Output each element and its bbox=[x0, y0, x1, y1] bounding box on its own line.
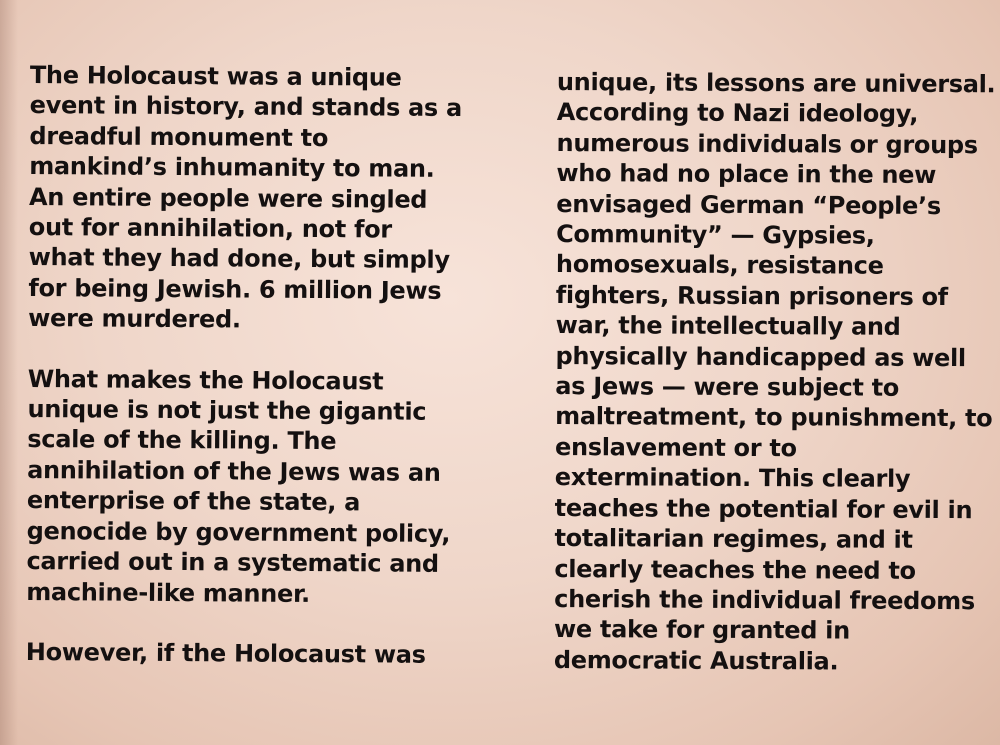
text-line: numerous individuals or groups bbox=[556, 128, 978, 160]
text-line: who had no place in the new bbox=[556, 159, 937, 190]
paragraph-holocaust-unique-event bbox=[28, 60, 462, 337]
text-line: as Jews — were subject to bbox=[555, 372, 900, 402]
text-line: what they had done, but simply bbox=[28, 243, 450, 275]
text-line: maltreatment, to punishment, to bbox=[555, 402, 993, 433]
paragraph-gap bbox=[26, 607, 458, 640]
text-line: cherish the individual freedoms bbox=[554, 584, 975, 616]
text-line: event in history, and stands as a bbox=[29, 91, 463, 123]
panel-edge-shadow bbox=[0, 0, 18, 745]
text-line: The Holocaust was a unique bbox=[29, 60, 402, 92]
text-line: extermination. This clearly bbox=[554, 463, 911, 494]
text-line: unique is not just the gigantic bbox=[27, 395, 427, 426]
text-line: were murdered. bbox=[28, 304, 241, 334]
text-line: envisaged German “People’s bbox=[556, 189, 941, 220]
text-line: totalitarian regimes, and it bbox=[554, 524, 913, 554]
text-line: democratic Australia. bbox=[553, 645, 839, 676]
text-line: unique, its lessons are universal. bbox=[556, 67, 996, 99]
text-line: enslavement or to bbox=[554, 432, 797, 463]
text-line: war, the intellectually and bbox=[555, 311, 901, 342]
text-line: we take for granted in bbox=[553, 615, 850, 645]
text-line: annihilation of the Jews was an bbox=[27, 455, 441, 487]
text-line: Community” — Gypsies, bbox=[556, 220, 875, 250]
text-line: for being Jewish. 6 million Jews bbox=[28, 273, 442, 305]
text-line: genocide by government policy, bbox=[26, 516, 451, 548]
text-line: clearly teaches the need to bbox=[554, 554, 916, 585]
text-line: What makes the Holocaust bbox=[27, 364, 384, 396]
text-line: scale of the killing. The bbox=[27, 425, 337, 456]
text-line: enterprise of the state, a bbox=[26, 486, 361, 517]
right-text-column bbox=[554, 67, 996, 677]
paragraph-what-makes-unique bbox=[26, 364, 460, 610]
text-line: carried out in a systematic and bbox=[26, 547, 439, 578]
text-line: physically handicapped as well bbox=[555, 341, 966, 372]
text-line: However, if the Holocaust was bbox=[25, 637, 426, 669]
left-text-column bbox=[26, 60, 462, 670]
text-line: An entire people were singled bbox=[28, 182, 428, 214]
text-line: dreadful monument to bbox=[29, 121, 329, 152]
text-line: machine-like manner. bbox=[26, 577, 311, 608]
text-line: out for annihilation, not for bbox=[28, 213, 393, 244]
text-line: homosexuals, resistance bbox=[555, 250, 884, 281]
paragraph-gap bbox=[28, 334, 460, 367]
text-line: mankind’s inhumanity to man. bbox=[29, 152, 435, 184]
text-line: fighters, Russian prisoners of bbox=[555, 280, 948, 311]
text-line: According to Nazi ideology, bbox=[556, 98, 919, 129]
paragraph-however bbox=[26, 637, 458, 670]
text-line: teaches the potential for evil in bbox=[554, 493, 973, 524]
paragraph-lessons-universal bbox=[554, 67, 996, 677]
